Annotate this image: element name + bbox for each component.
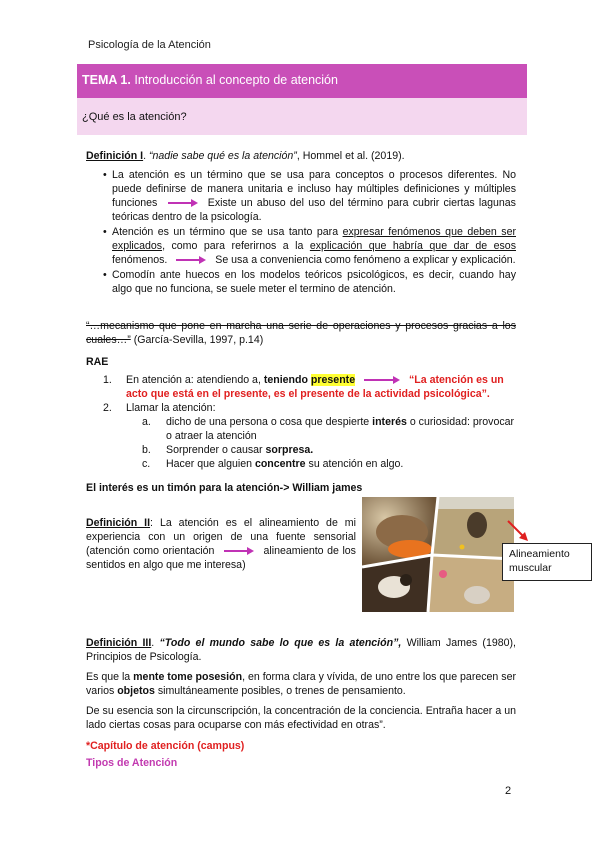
rae-list [86,373,516,471]
strikethrough-quote: “…mecanismo que pone en marcha una serie de operaciones y procesos gracias a los cuales…” (García-Sevilla, 1997, p.14) [86,320,516,346]
topic-title [82,73,338,87]
arrow-icon [168,199,198,207]
rae-heading: RAE [86,356,109,368]
interest-line: El interés es un timón para la atención-> William james [86,482,363,494]
arrow-icon [176,256,206,264]
definition-2-label: Definición II [86,517,151,529]
topic-number: TEMA 1. [82,73,131,87]
rae-subitem: a. dicho de una persona o cosa que despierte interés o curiosidad: provocar o atraer la atención [142,416,515,442]
rae-subitem: b. Sorprender o causar sorpresa. [142,444,314,456]
definition-3-quote: “Todo el mundo sabe lo que es la atención”, [159,637,402,649]
callout-arrow-icon [506,519,532,545]
rae-red-quote: “La atención es un acto que está en el presente, es el presente de la actividad psicológica”. [126,374,504,400]
bullet-item: • La atención es un término que se usa para conceptos o procesos diferentes. No puede definirse de manera unitaria e incluso hay múltiples definiciones y múltiples funciones Existe un abuso del uso del término para cubrir ciertas lagunas teóricas dentro de la psicología. [103,169,516,223]
running-header: Psicología de la Atención [88,39,211,51]
rae-item-2: 2. Llamar la atención: [103,402,216,414]
bullet-item: • Comodín ante huecos en los modelos teóricos psicológicos, es decir, cuando hay algo que no funciona, se suele meter el termino de atención. [103,269,516,295]
definition-1-quote: “nadie sabe qué es la atención” [149,150,297,162]
bullet-item: • Atención es un término que se usa tanto para expresar fenómenos que deben ser explicados, como para referirnos a la explicación que habría que dar de esos fenómenos. Se usa a conveniencia como fenómeno a explicar y explicación. [103,226,516,266]
section-question: ¿Qué es la atención? [82,111,187,123]
chapter-note: *Capítulo de atención (campus) [86,740,245,752]
definition-2: Definición II: La atención es el alineamiento de mi experiencia con un origen de una fuente sensorial (atención como orientación alineamiento de los sentidos en algo que me interesa) [86,517,356,571]
paragraph-2: De su esencia son la circunscripción, la concentración de la conciencia. Entraña hacer a un lado ciertas cosas para ocuparse con más efectividad en otras”. [86,705,516,731]
rae-subitem: c. Hacer que alguien concentre su atención en algo. [142,458,404,470]
topic-name: Introducción al concepto de atención [134,73,338,87]
definition-1: Definición I. “nadie sabe qué es la atención”, Hommel et al. (2019). [86,150,405,162]
arrow-icon [364,376,400,384]
definition-1-cite: , Hommel et al. (2019). [296,150,405,162]
bullet-list [86,168,516,297]
definition-3: Definición III. “Todo el mundo sabe lo que es la atención”, William James (1980), Principios de Psicología. [86,637,516,663]
definition-1-label: Definición I [86,150,144,162]
muscle-alignment-callout: Alineamiento muscular [502,543,592,581]
page-number: 2 [505,785,512,797]
arrow-icon [224,547,254,555]
paragraph-1: Es que la mente tome posesión, en forma clara y vívida, de uno entre los que parecen ser varios objetos simultáneamente posibles, o trenes de pensamiento. [86,671,516,697]
definition-3-label: Definición III [86,637,152,649]
animals-photo-collage [362,497,514,612]
attention-types-heading: Tipos de Atención [86,757,178,769]
rae-item-1: 1. En atención a: atendiendo a, teniendo presente “La atención es un acto que está en el presente, es el presente de la actividad psicológica”. [103,374,504,400]
highlight-present: presente [310,374,356,386]
